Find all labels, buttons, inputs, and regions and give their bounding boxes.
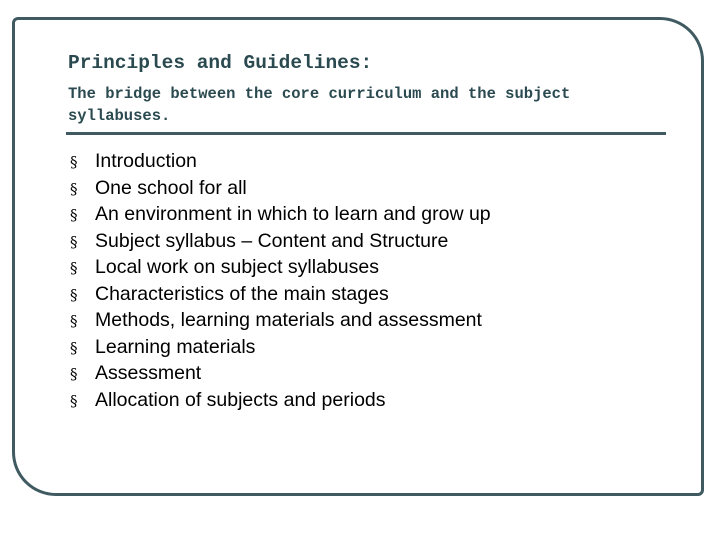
list-item	[70, 256, 491, 283]
bullet-icon: §	[70, 232, 78, 251]
title-divider	[66, 132, 666, 135]
list-item-text: Methods, learning materials and assessment	[95, 309, 482, 331]
list-item-text: One school for all	[95, 176, 247, 199]
bullet-icon: §	[70, 206, 78, 224]
list-item-text: Assessment	[95, 362, 202, 384]
list-item-text: Local work on subject syllabuses	[95, 256, 379, 278]
bullet-list	[70, 150, 491, 415]
bullet-icon: §	[70, 338, 78, 357]
list-item-text: Characteristics of the main stages	[95, 282, 389, 305]
bullet-icon: §	[70, 365, 78, 383]
bullet-icon: §	[70, 285, 78, 304]
list-item	[70, 389, 491, 416]
bullet-icon: §	[70, 259, 78, 277]
list-item-text: Introduction	[95, 150, 197, 172]
list-item	[70, 177, 491, 204]
slide-title: Principles and Guidelines:	[68, 52, 373, 74]
list-item	[70, 336, 491, 363]
list-item-text: Subject syllabus – Content and Structure	[95, 229, 449, 252]
bullet-icon: §	[70, 312, 78, 330]
list-item	[70, 203, 491, 230]
list-item	[70, 309, 491, 336]
list-item	[70, 230, 491, 257]
bullet-icon: §	[70, 391, 78, 410]
list-item-text: An environment in which to learn and grow up	[95, 203, 491, 225]
list-item	[70, 283, 491, 310]
list-item	[70, 362, 491, 389]
list-item	[70, 150, 491, 177]
list-item-text: Allocation of subjects and periods	[95, 388, 386, 411]
bullet-icon: §	[70, 153, 78, 171]
list-item-text: Learning materials	[95, 335, 256, 358]
bullet-icon: §	[70, 179, 78, 198]
slide-subtitle: The bridge between the core curriculum and the subject syllabuses.	[68, 85, 571, 125]
